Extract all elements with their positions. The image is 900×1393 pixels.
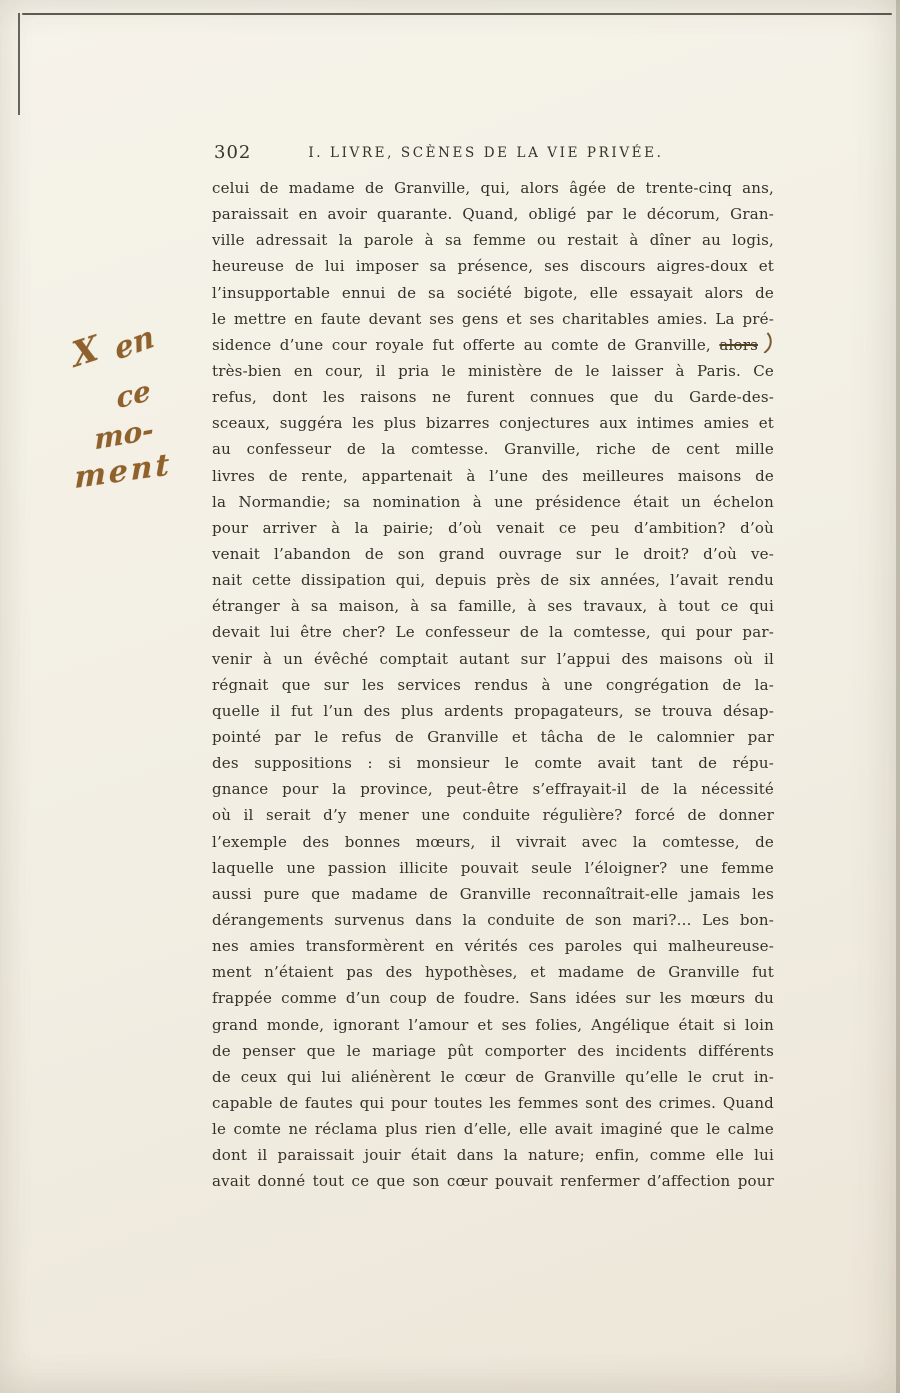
handwritten-word: mo- [93, 412, 155, 457]
handwritten-word: ment [74, 446, 173, 497]
scan-edge-artifact-left [18, 13, 20, 115]
page-number: 302 [214, 142, 252, 163]
text-line: avait donné tout ce que son cœur pouvait renfermer d’affection pour [212, 1172, 774, 1191]
text-line: quelle il fut l’un des plus ardents propagateurs, se trouva désap- [212, 701, 774, 720]
text-line: livres de rente, appartenait à l’une des meilleures maisons de [212, 466, 774, 485]
text-line: dérangements survenus dans la conduite de son mari?... Les bon- [212, 910, 774, 929]
text-line: le comte ne réclama plus rien d’elle, elle avait imaginé que le calme [212, 1120, 774, 1139]
text-line: pour arriver à la pairie; d’où venait ce peu d’ambition? d’où [212, 518, 774, 537]
struck-word: alors [719, 335, 758, 354]
text-line: frappée comme d’un coup de foudre. Sans idées sur les mœurs du [212, 989, 774, 1008]
text-line: laquelle une passion illicite pouvait seule l’éloigner? une femme [212, 858, 774, 877]
text-line: gnance pour la province, peut-être s’effrayait-il de la nécessité [212, 780, 774, 799]
text-line: au confesseur de la comtesse. Granville, riche de cent mille [212, 440, 774, 459]
text-line: ment n’étaient pas des hypothèses, et madame de Granville fut [212, 963, 774, 982]
text-line: sceaux, suggéra les plus bizarres conjectures aux intimes amies et [212, 414, 774, 433]
handwritten-word: ce [114, 373, 153, 416]
text-line: très-bien en cour, il pria le ministère de le laisser à Paris. Ce [212, 361, 774, 380]
text-line: nes amies transformèrent en vérités ces paroles qui malheureuse- [212, 937, 774, 956]
scan-edge-artifact-right [896, 0, 900, 1393]
text-line: venait l’abandon de son grand ouvrage sur le droit? d’où ve- [212, 544, 774, 563]
handwritten-margin-note [64, 318, 224, 508]
text-line: étranger à sa maison, à sa famille, à ses travaux, à tout ce qui [212, 597, 774, 616]
text-line: grand monde, ignorant l’amour et ses folies, Angélique était si loin [212, 1015, 774, 1034]
text-line: aussi pure que madame de Granville reconnaîtrait-elle jamais les [212, 884, 774, 903]
text-line: heureuse de lui imposer sa présence, ses discours aigres-doux et [212, 257, 774, 276]
text-line: régnait que sur les services rendus à une congrégation de la- [212, 675, 774, 694]
text-line: le mettre en faute devant ses gens et ses charitables amies. La pré- [212, 309, 774, 328]
text-line: dont il paraissait jouir était dans la nature; enfin, comme elle lui [212, 1146, 774, 1165]
handwritten-word: X [69, 328, 102, 376]
text-line: de ceux qui lui aliénèrent le cœur de Granville qu’elle le crut in- [212, 1067, 774, 1086]
text-line: l’insupportable ennui de sa société bigote, elle essayait alors de [212, 283, 774, 302]
text-line: de penser que le mariage pût comporter des incidents différents [212, 1041, 774, 1060]
handwritten-word: en [111, 319, 158, 368]
text-line: pointé par le refus de Granville et tâcha de le calomnier par [212, 727, 774, 746]
text-line: capable de fautes qui pour toutes les femmes sont des crimes. Quand [212, 1093, 774, 1112]
text-line: nait cette dissipation qui, depuis près de six années, l’avait rendu [212, 571, 774, 590]
text-line: devait lui être cher? Le confesseur de la comtesse, qui pour par- [212, 623, 774, 642]
text-line: où il serait d’y mener une conduite régulière? forcé de donner [212, 806, 774, 825]
text-line: des suppositions : si monsieur le comte avait tant de répu- [212, 754, 774, 773]
text-line: celui de madame de Granville, qui, alors âgée de trente-cinq ans, [212, 179, 774, 197]
scan-edge-artifact-top [22, 13, 892, 15]
text-line: paraissait en avoir quarante. Quand, obligé par le décorum, Gran- [212, 205, 774, 224]
text-line: refus, dont les raisons ne furent connues que du Garde-des- [212, 388, 774, 407]
text-line: ville adressait la parole à sa femme ou restait à dîner au logis, [212, 231, 774, 250]
text-line: venir à un évêché comptait autant sur l’appui des maisons où il [212, 649, 774, 668]
text-line: sidence d’une cour royale fut offerte au comte de Granville, alors [212, 335, 758, 354]
body-text [212, 179, 774, 1198]
text-line: l’exemple des bonnes mœurs, il vivrait avec la comtesse, de [212, 832, 774, 851]
running-header [212, 142, 774, 166]
text-line: la Normandie; sa nomination à une présidence était un échelon [212, 492, 774, 511]
running-title: I. LIVRE, SCÈNES DE LA VIE PRIVÉE. [308, 145, 664, 161]
